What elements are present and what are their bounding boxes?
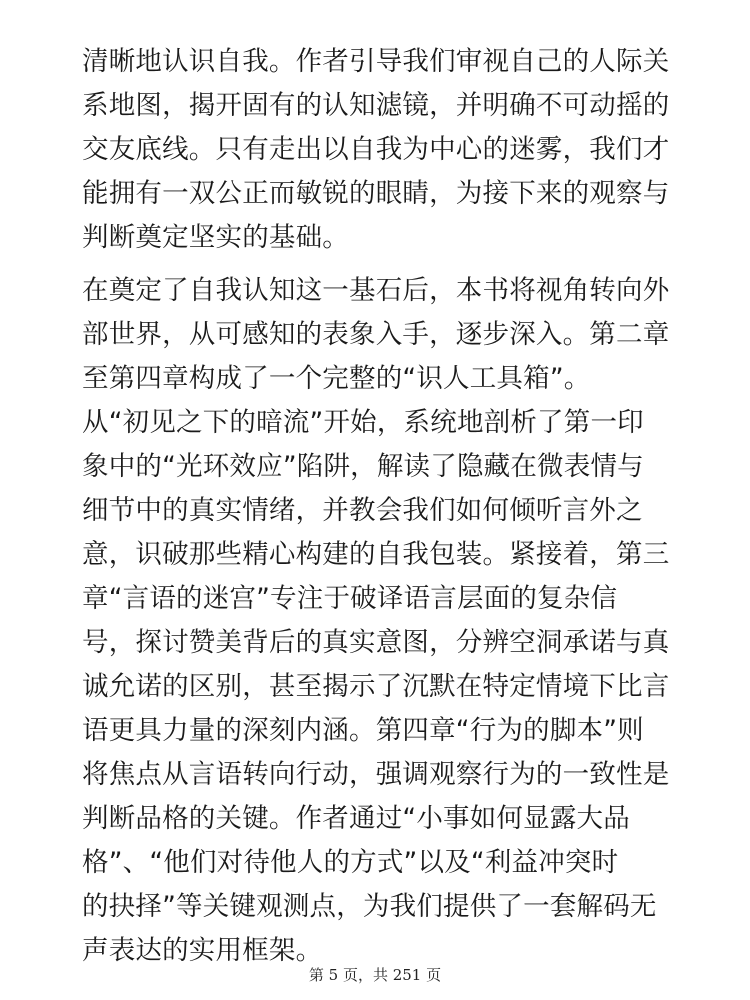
text-line: 部世界，从可感知的表象入手，逐步深入。第二章 (82, 319, 670, 350)
text-line: 从“初见之下的暗流”开始，系统地剖析了第一印 (82, 407, 644, 438)
text-line: 判断奠定坚实的基础。 (82, 222, 349, 253)
document-body (82, 40, 682, 973)
page-number-footer: 第 5 页，共 251 页 (308, 966, 442, 984)
text-line: 语更具力量的深刻内涵。第四章“行为的脚本”则 (82, 715, 644, 746)
paragraph-2 (82, 269, 682, 973)
text-line: 将焦点从言语转向行动，强调观察行为的一致性是 (82, 759, 670, 790)
text-line: 细节中的真实情绪，并教会我们如何倾听言外之 (82, 495, 643, 526)
text-line: 象中的“光环效应”陷阱，解读了隐藏在微表情与 (82, 451, 644, 482)
text-line: 章“言语的迷宫”专注于破译语言层面的复杂信 (82, 583, 618, 614)
text-line: 交友底线。只有走出以自我为中心的迷雾，我们才 (82, 134, 670, 165)
paragraph-1 (82, 40, 682, 260)
text-line: 的抉择”等关键观测点，为我们提供了一套解码无 (82, 891, 657, 922)
text-line: 至第四章构成了一个完整的“识人工具箱”。 (82, 363, 591, 394)
text-line: 能拥有一双公正而敏锐的眼睛，为接下来的观察与 (82, 178, 670, 209)
text-line: 判断品格的关键。作者通过“小事如何显露大品 (82, 803, 630, 834)
text-line: 诚允诺的区别，甚至揭示了沉默在特定情境下比言 (82, 671, 670, 702)
text-line: 意，识破那些精心构建的自我包装。紧接着，第三 (82, 539, 670, 570)
text-line: 号，探讨赞美背后的真实意图，分辨空洞承诺与真 (82, 627, 670, 658)
text-line: 在奠定了自我认知这一基石后，本书将视角转向外 (82, 275, 670, 306)
text-line: 声表达的实用框架。 (82, 935, 323, 966)
text-line: 清晰地认识自我。作者引导我们审视自己的人际关 (82, 46, 670, 77)
paragraph-spacer (82, 260, 682, 269)
text-line: 格”、“他们对待他人的方式”以及“利益冲突时 (82, 847, 619, 878)
text-line: 系地图，揭开固有的认知滤镜，并明确不可动摇的 (82, 90, 670, 121)
